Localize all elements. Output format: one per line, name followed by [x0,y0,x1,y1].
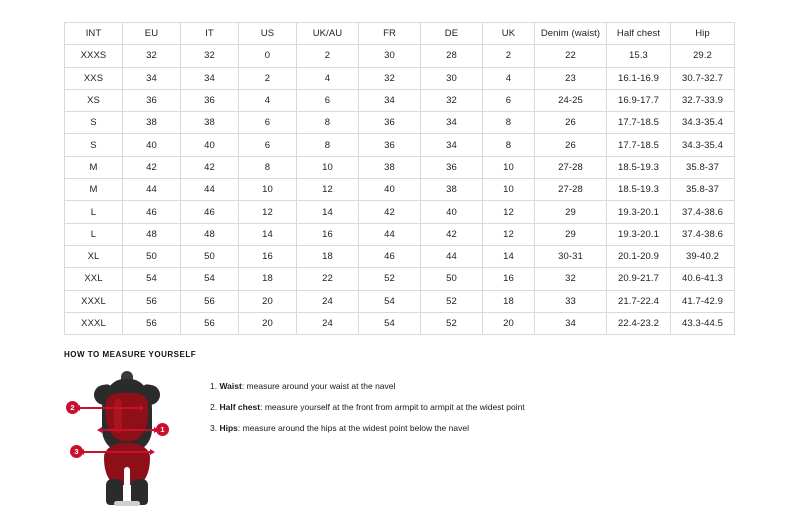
cell: 42 [359,201,421,223]
cell: 16.9-17.7 [607,89,671,111]
cell: 48 [123,223,181,245]
cell: 34 [181,67,239,89]
cell: S [65,134,123,156]
cell: 42 [181,156,239,178]
step-term: Waist [219,381,242,391]
cell: 34 [359,89,421,111]
measure-step-3 [210,423,525,433]
cell: 36 [181,89,239,111]
cell: 12 [297,179,359,201]
mannequin-stand [114,501,140,506]
cell: 30.7-32.7 [671,67,735,89]
table-row [65,290,735,312]
cell: 28 [421,45,483,67]
table-row [65,245,735,267]
cell: 48 [181,223,239,245]
column-header: US [239,23,297,45]
cell: 18 [483,290,535,312]
cell: 2 [483,45,535,67]
cell: 12 [239,201,297,223]
cell: 23 [535,67,607,89]
cell: 14 [483,245,535,267]
cell: L [65,201,123,223]
column-header: UK/AU [297,23,359,45]
arrow-right-icon [140,405,145,411]
waist-measure-line [102,429,154,431]
cell: XXS [65,67,123,89]
hips-measure-line [84,451,150,453]
step-text: : measure around your waist at the navel [241,381,396,391]
cell: 27-28 [535,179,607,201]
column-header: FR [359,23,421,45]
cell: 56 [123,290,181,312]
cell: 34 [421,112,483,134]
cell: 37.4-38.6 [671,201,735,223]
cell: 24 [297,312,359,334]
cell: 46 [181,201,239,223]
table-row [65,134,735,156]
cell: 54 [123,268,181,290]
cell: 16 [483,268,535,290]
table-row [65,201,735,223]
cell: 40 [359,179,421,201]
cell: 17.7-18.5 [607,112,671,134]
cell: 34 [421,134,483,156]
cell: 12 [483,223,535,245]
cell: 52 [359,268,421,290]
cell: 46 [123,201,181,223]
cell: 36 [421,156,483,178]
cell: 44 [421,245,483,267]
cell: 4 [483,67,535,89]
cell: 6 [297,89,359,111]
how-to-measure-section [64,350,744,506]
cell: 32 [535,268,607,290]
cell: 54 [359,290,421,312]
cell: 36 [123,89,181,111]
column-header: EU [123,23,181,45]
cell: 56 [123,312,181,334]
cell: 38 [359,156,421,178]
cell: 17.7-18.5 [607,134,671,156]
cell: M [65,156,123,178]
cell: 8 [239,156,297,178]
marker-3-hips: 3 [70,445,83,458]
cell: 22.4-23.2 [607,312,671,334]
cell: 36 [359,112,421,134]
step-number: 3. [210,423,218,434]
cell: 10 [297,156,359,178]
cell: 29 [535,201,607,223]
cell: 27-28 [535,156,607,178]
cell: 36 [359,134,421,156]
cell: 34.3-35.4 [671,134,735,156]
cell: 4 [297,67,359,89]
step-text: : measure around the hips at the widest point below the navel [237,423,469,434]
step-number: 2. [210,402,218,413]
cell: 15.3 [607,45,671,67]
cell: 40.6-41.3 [671,268,735,290]
cell: 38 [421,179,483,201]
measure-step-2 [210,402,525,412]
cell: 19.3-20.1 [607,223,671,245]
mannequin-corset-highlight [114,399,122,433]
measure-step-1 [210,381,525,391]
column-header: Hip [671,23,735,45]
column-header: INT [65,23,123,45]
table-header-row [65,23,735,45]
cell: 2 [239,67,297,89]
cell: XXXS [65,45,123,67]
cell: 52 [421,290,483,312]
cell: 14 [297,201,359,223]
cell: 46 [359,245,421,267]
cell: 52 [421,312,483,334]
table-row [65,268,735,290]
cell: 37.4-38.6 [671,223,735,245]
size-chart-table [64,22,735,335]
cell: 32 [359,67,421,89]
mannequin-leg-gap [124,467,130,487]
column-header: Half chest [607,23,671,45]
cell: 21.7-22.4 [607,290,671,312]
cell: 39-40.2 [671,245,735,267]
cell: 41.7-42.9 [671,290,735,312]
measure-steps [210,371,525,445]
cell: 20.9-21.7 [607,268,671,290]
cell: 40 [123,134,181,156]
cell: 20 [239,290,297,312]
cell: 54 [359,312,421,334]
step-term: Hips [219,423,238,434]
cell: 0 [239,45,297,67]
cell: 56 [181,312,239,334]
cell: 38 [123,112,181,134]
cell: 12 [483,201,535,223]
cell: 10 [239,179,297,201]
table-row [65,179,735,201]
table-row [65,312,735,334]
step-text: : measure yourself at the front from armpit to armpit at the widest point [260,402,525,413]
cell: XXXL [65,290,123,312]
cell: 18 [297,245,359,267]
cell: 56 [181,290,239,312]
table-row [65,67,735,89]
cell: 8 [297,112,359,134]
cell: 16.1-16.9 [607,67,671,89]
cell: 20 [483,312,535,334]
cell: L [65,223,123,245]
column-header: DE [421,23,483,45]
cell: 40 [181,134,239,156]
cell: 8 [483,112,535,134]
cell: 34 [535,312,607,334]
cell: 30-31 [535,245,607,267]
cell: 43.3-44.5 [671,312,735,334]
cell: 50 [123,245,181,267]
cell: 16 [297,223,359,245]
cell: XS [65,89,123,111]
table-row [65,112,735,134]
cell: 32.7-33.9 [671,89,735,111]
cell: 22 [535,45,607,67]
cell: 44 [359,223,421,245]
cell: 19.3-20.1 [607,201,671,223]
table-row [65,223,735,245]
cell: 35.8-37 [671,156,735,178]
cell: 24-25 [535,89,607,111]
cell: 18.5-19.3 [607,179,671,201]
step-term: Half chest [219,402,261,413]
table-row [65,156,735,178]
arrow-left-icon [97,427,102,433]
cell: 50 [181,245,239,267]
cell: 16 [239,245,297,267]
cell: 44 [181,179,239,201]
cell: XL [65,245,123,267]
cell: 6 [239,112,297,134]
measure-body [64,371,744,506]
mannequin-corset [106,393,148,441]
cell: 10 [483,179,535,201]
cell: 4 [239,89,297,111]
cell: 20 [239,312,297,334]
cell: 35.8-37 [671,179,735,201]
table-row [65,45,735,67]
cell: 22 [297,268,359,290]
cell: 8 [483,134,535,156]
cell: 29 [535,223,607,245]
cell: 29.2 [671,45,735,67]
cell: 6 [483,89,535,111]
cell: S [65,112,123,134]
cell: 32 [181,45,239,67]
cell: XXL [65,268,123,290]
cell: 34.3-35.4 [671,112,735,134]
cell: 24 [297,290,359,312]
mannequin-illustration [64,371,194,506]
cell: 50 [421,268,483,290]
cell: 30 [359,45,421,67]
cell: 8 [297,134,359,156]
cell: 42 [123,156,181,178]
table-row [65,89,735,111]
cell: 20.1-20.9 [607,245,671,267]
cell: M [65,179,123,201]
cell: 40 [421,201,483,223]
cell: 10 [483,156,535,178]
cell: 44 [123,179,181,201]
cell: 54 [181,268,239,290]
arrow-right-icon [150,449,155,455]
cell: 33 [535,290,607,312]
cell: 26 [535,112,607,134]
half-chest-measure-line [80,407,140,409]
cell: 32 [123,45,181,67]
cell: 6 [239,134,297,156]
cell: 14 [239,223,297,245]
marker-2-half-chest: 2 [66,401,79,414]
column-header: UK [483,23,535,45]
marker-1-waist: 1 [156,423,169,436]
cell: XXXL [65,312,123,334]
cell: 42 [421,223,483,245]
cell: 30 [421,67,483,89]
cell: 2 [297,45,359,67]
cell: 32 [421,89,483,111]
cell: 18.5-19.3 [607,156,671,178]
section-title: HOW TO MEASURE YOURSELF [64,350,197,359]
column-header: IT [181,23,239,45]
cell: 18 [239,268,297,290]
step-number: 1. [210,381,218,391]
column-header: Denim (waist) [535,23,607,45]
cell: 38 [181,112,239,134]
cell: 34 [123,67,181,89]
cell: 26 [535,134,607,156]
